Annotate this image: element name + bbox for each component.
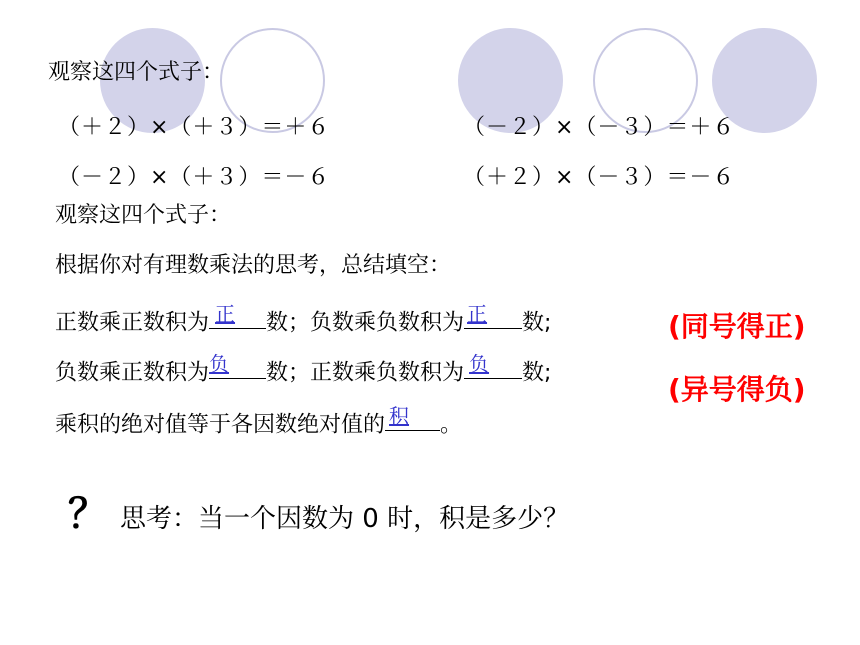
- fill-line-3: [55, 405, 462, 439]
- fill-line-1-text-b: 数；负数乘负数积为: [266, 310, 465, 336]
- fill-line-2-text-b: 数；正数乘负数积为: [266, 360, 465, 386]
- observe-heading-2: 观察这四个式子：: [55, 203, 232, 228]
- rule-diff-sign: (异号得负): [668, 373, 806, 406]
- fill-line-2-text-c: 数;: [522, 360, 552, 386]
- fill-line-1: [55, 303, 551, 337]
- fill-line-2-text-a: 负数乘正数积为: [55, 360, 210, 386]
- equation-neg-pos: （－２）×（＋３）＝－６: [58, 165, 331, 190]
- rule-same-sign: (同号得正): [668, 310, 806, 343]
- blank-2[interactable]: [464, 303, 522, 329]
- answer-3: 负: [209, 352, 230, 377]
- think-question: 思考：当一个因数为 0 时，积是多少？: [120, 504, 570, 534]
- question-mark-icon: ？: [68, 491, 108, 537]
- equation-pos-pos: （＋２）×（＋３）＝＋６: [58, 115, 331, 140]
- fill-in-prompt: 根据你对有理数乘法的思考，总结填空：: [55, 253, 452, 278]
- answer-2: 正: [467, 302, 488, 327]
- blank-5[interactable]: [385, 405, 440, 431]
- answer-5: 积: [389, 404, 410, 429]
- fill-line-3-text-a: 乘积的绝对值等于各因数绝对值的: [55, 412, 386, 438]
- answer-4: 负: [469, 352, 490, 377]
- blank-1[interactable]: [209, 303, 266, 329]
- observe-heading: 观察这四个式子：: [48, 60, 225, 85]
- blank-3[interactable]: [209, 353, 266, 379]
- answer-1: 正: [215, 302, 236, 327]
- fill-line-1-text-a: 正数乘正数积为: [55, 310, 210, 336]
- fill-line-3-text-b: 。: [440, 412, 463, 438]
- equation-neg-neg: （－２）×（－３）＝＋６: [463, 115, 736, 140]
- fill-line-1-text-c: 数;: [522, 310, 552, 336]
- fill-line-2: [55, 353, 551, 387]
- blank-4[interactable]: [464, 353, 522, 379]
- equation-pos-neg: （＋２）×（－３）＝－６: [463, 165, 736, 190]
